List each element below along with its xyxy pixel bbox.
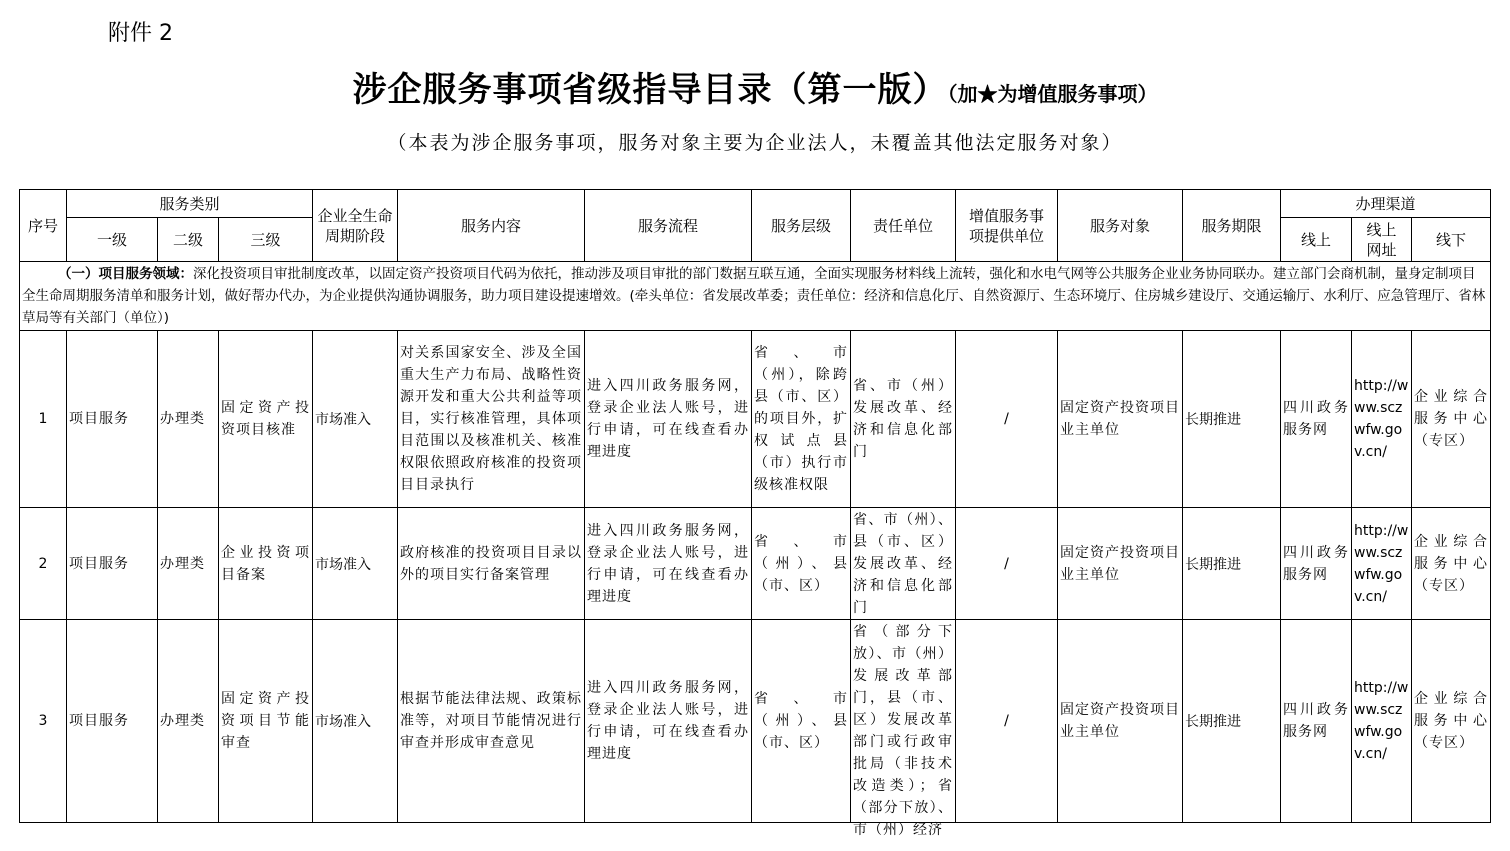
title-main: 涉企服务事项省级指导目录（第一版） bbox=[352, 70, 948, 110]
header-content: 服务内容 bbox=[398, 190, 585, 262]
table-row bbox=[20, 331, 1491, 508]
row-period: 长期推进 bbox=[1183, 331, 1281, 508]
row-value-added: / bbox=[956, 620, 1058, 823]
row-online: 四川政务服务网 bbox=[1281, 508, 1352, 620]
header-target: 服务对象 bbox=[1058, 190, 1183, 262]
header-value-added: 增值服务事项提供单位 bbox=[956, 190, 1058, 262]
section-label: （一）项目服务领域： bbox=[58, 266, 193, 282]
header-lifecycle: 企业全生命周期阶段 bbox=[313, 190, 398, 262]
row-lifecycle: 市场准入 bbox=[313, 620, 398, 823]
row-online: 四川政务服务网 bbox=[1281, 331, 1352, 508]
row-service-level: 省、市（州）、县（市、区） bbox=[752, 620, 851, 823]
row-value-added: / bbox=[956, 331, 1058, 508]
header-row-1 bbox=[20, 190, 1491, 218]
row-target: 固定资产投资项目业主单位 bbox=[1058, 508, 1183, 620]
row-service-level: 省、市（州），除跨县（市、区）的项目外，扩权试点县（市）执行市级核准权限 bbox=[752, 331, 851, 508]
row-responsible: 省、市（州）、县（市、区）发展改革、经济和信息化部门 bbox=[851, 508, 956, 620]
row-seq: 1 bbox=[20, 331, 67, 508]
header-level2: 二级 bbox=[158, 218, 219, 262]
header-process: 服务流程 bbox=[585, 190, 752, 262]
row-level1: 项目服务 bbox=[67, 331, 158, 508]
row-level2: 办理类 bbox=[158, 508, 219, 620]
row-level2: 办理类 bbox=[158, 331, 219, 508]
row-process: 进入四川政务服务网，登录企业法人账号，进行申请，可在线查看办理进度 bbox=[585, 508, 752, 620]
row-online-url[interactable]: http://www.sczwfw.gov.cn/ bbox=[1352, 508, 1412, 620]
header-offline: 线下 bbox=[1412, 218, 1491, 262]
row-target: 固定资产投资项目业主单位 bbox=[1058, 331, 1183, 508]
row-level3: 固定资产投资项目节能审查 bbox=[219, 620, 313, 823]
directory-table bbox=[19, 189, 1491, 838]
header-category: 服务类别 bbox=[67, 190, 313, 218]
title-note: （加★为增值服务事项） bbox=[947, 82, 1158, 106]
row-responsible bbox=[851, 620, 956, 838]
document-title bbox=[0, 62, 1510, 111]
row-level3: 固定资产投资项目核准 bbox=[219, 331, 313, 508]
table-row bbox=[20, 620, 1491, 823]
row-level3: 企业投资项目备案 bbox=[219, 508, 313, 620]
row-value-added: / bbox=[956, 508, 1058, 620]
attachment-label: 附件 2 bbox=[108, 21, 173, 46]
row-lifecycle: 市场准入 bbox=[313, 331, 398, 508]
header-online-url: 线上网址 bbox=[1352, 218, 1412, 262]
section-description bbox=[20, 262, 1491, 331]
row-level1: 项目服务 bbox=[67, 508, 158, 620]
row-content: 对关系国家安全、涉及全国重大生产力布局、战略性资源开发和重大公共利益等项目，实行核准管理，具体项目范围以及核准机关、核准权限依照政府核准的投资项目目录执行 bbox=[398, 331, 585, 508]
header-online: 线上 bbox=[1281, 218, 1352, 262]
row-content: 政府核准的投资项目目录以外的项目实行备案管理 bbox=[398, 508, 585, 620]
row-offline: 企业综合服务中心（专区） bbox=[1412, 331, 1491, 508]
row-online: 四川政务服务网 bbox=[1281, 620, 1352, 823]
header-level1: 一级 bbox=[67, 218, 158, 262]
row-seq: 3 bbox=[20, 620, 67, 823]
row-service-level: 省、市（州）、县（市、区） bbox=[752, 508, 851, 620]
section-row bbox=[20, 262, 1491, 331]
row-lifecycle: 市场准入 bbox=[313, 508, 398, 620]
row-process: 进入四川政务服务网，登录企业法人账号，进行申请，可在线查看办理进度 bbox=[585, 331, 752, 508]
header-level3: 三级 bbox=[219, 218, 313, 262]
header-service-level: 服务层级 bbox=[752, 190, 851, 262]
row-content: 根据节能法律法规、政策标准等，对项目节能情况进行审查并形成审查意见 bbox=[398, 620, 585, 823]
row-period: 长期推进 bbox=[1183, 508, 1281, 620]
row-seq: 2 bbox=[20, 508, 67, 620]
header-channels: 办理渠道 bbox=[1281, 190, 1491, 218]
row-online-url[interactable]: http://www.sczwfw.gov.cn/ bbox=[1352, 331, 1412, 508]
header-responsible: 责任单位 bbox=[851, 190, 956, 262]
row-level2: 办理类 bbox=[158, 620, 219, 823]
table-row bbox=[20, 508, 1491, 620]
row-responsible: 省、市（州）发展改革、经济和信息化部门 bbox=[851, 331, 956, 508]
row-online-url[interactable]: http://www.sczwfw.gov.cn/ bbox=[1352, 620, 1412, 823]
row-responsible-text: 省（部分下放）、市（州）发展改革部门，县（市、区）发展改革部门或行政审批局（非技术改造类）；省（部分下放）、市（州）经济 bbox=[853, 624, 953, 838]
row-offline: 企业综合服务中心（专区） bbox=[1412, 508, 1491, 620]
row-offline: 企业综合服务中心（专区） bbox=[1412, 620, 1491, 823]
header-period: 服务期限 bbox=[1183, 190, 1281, 262]
document-subtitle: （本表为涉企服务事项，服务对象主要为企业法人，未覆盖其他法定服务对象） bbox=[387, 132, 1123, 154]
row-period: 长期推进 bbox=[1183, 620, 1281, 823]
section-text: 深化投资项目审批制度改革，以固定资产投资项目代码为依托，推动涉及项目审批的部门数据互联互通，全面实现服务材料线上流转，强化和水电气网等公共服务企业业务协同联办。建立部门会商机制，量身定制项目全生命周期服务清单和服务计划，做好帮办代办，为企业提供沟通协调服务，助力项目建设提速增效。(牵头单位：省发展改革委；责任单位：经济和信息化厅、自然资源厅、生态环境厅、住房城乡建设厅、交通运输厅、水利厅、应急管理厅、省林草局等有关部门（单位）) bbox=[22, 266, 1486, 326]
row-process: 进入四川政务服务网，登录企业法人账号，进行申请，可在线查看办理进度 bbox=[585, 620, 752, 823]
row-target: 固定资产投资项目业主单位 bbox=[1058, 620, 1183, 823]
header-seq: 序号 bbox=[20, 190, 67, 262]
row-level1: 项目服务 bbox=[67, 620, 158, 823]
